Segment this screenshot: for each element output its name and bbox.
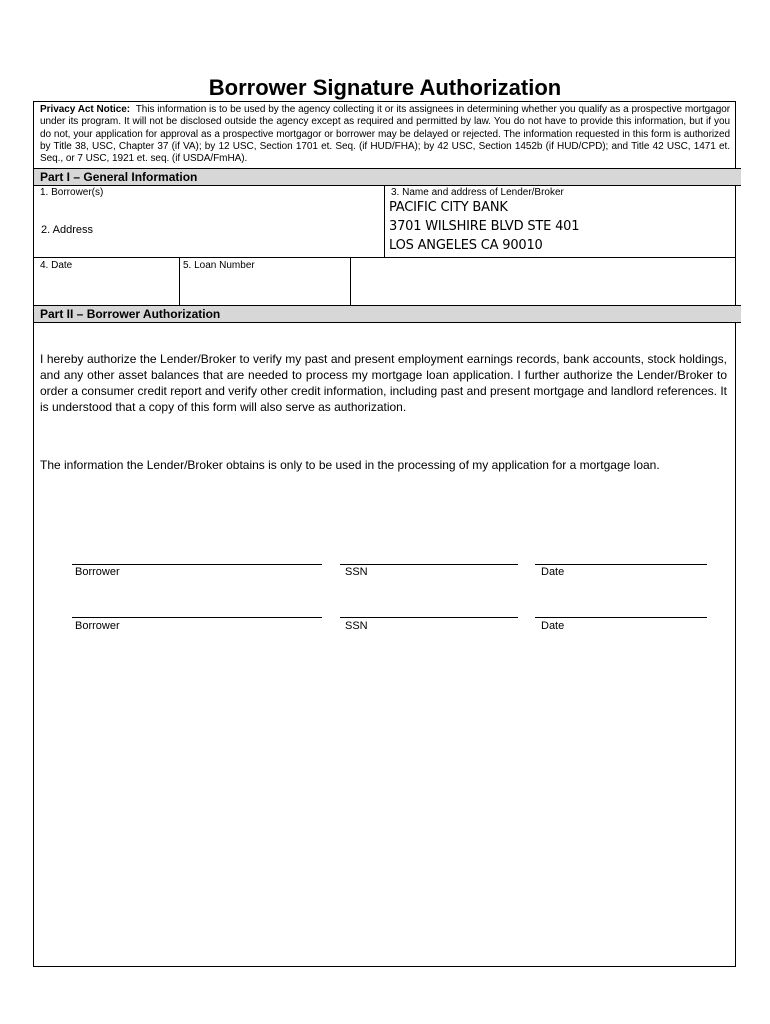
privacy-label: Privacy Act Notice: — [40, 104, 131, 115]
date-line-1[interactable] — [535, 564, 707, 565]
part1-heading: Part I – General Information — [34, 168, 741, 186]
borrowers-field[interactable] — [40, 200, 380, 218]
authorization-paragraph: I hereby authorize the Lender/Broker to verify my past and present employment earnings records, bank accounts, stock holdings, and any other asset balances that are needed to process my mortgage loan application. I further authorize the Lender/Broker to order a consumer credit report and verify other credit information, including past and present mortgage and landlord references. It is understood that a copy of this form will also serve as authorization. — [40, 352, 727, 414]
borrower-signature-line-1[interactable] — [72, 564, 322, 565]
date-line-2[interactable] — [535, 617, 707, 618]
ssn-label-1: SSN — [345, 566, 368, 578]
privacy-text: This information is to be used by the agency collecting it or its assignees in determining whether you qualify as a prospective mortgagor under its program. It will not be disclosed outside the agency except as required and permitted by law. You do not have to provide this information, but if you do not, your application for approval as a prospective mortgagor or borrower may be delayed or rejected. The information requested in this form is authorized by Title 38, USC, Chapter 37 (if VA); by 12 USC, Section 1701 et. Seq. (if HUD/FHA); by 42 USC, Section 1452b (if HUD/CPD); and Title 42 USC, 1471 et. Seq., or 7 USC, 1921 et. seq. (if USDA/FmHA). — [40, 104, 730, 165]
date-label-2: Date — [541, 620, 565, 632]
address-field[interactable] — [110, 222, 380, 252]
loan-extra-divider — [350, 257, 351, 305]
loan-number-label: 5. Loan Number — [183, 260, 255, 271]
borrower-label-1: Borrower — [75, 566, 120, 578]
lender-label: 3. Name and address of Lender/Broker — [391, 187, 564, 198]
form-title: Borrower Signature Authorization — [208, 75, 562, 100]
privacy-notice — [40, 104, 730, 165]
borrowers-label: 1. Borrower(s) — [40, 187, 104, 198]
ssn-line-1[interactable] — [340, 564, 518, 565]
address-label: 2. Address — [41, 224, 93, 236]
borrower-label-2: Borrower — [75, 620, 120, 632]
lender-city: LOS ANGELES CA 90010 — [389, 238, 543, 253]
ssn-label-2: SSN — [345, 620, 368, 632]
lender-name: PACIFIC CITY BANK — [389, 200, 508, 215]
ssn-line-2[interactable] — [340, 617, 518, 618]
part2-heading: Part II – Borrower Authorization — [34, 305, 741, 323]
loan-number-field[interactable] — [183, 274, 345, 300]
date-loan-divider — [179, 257, 180, 305]
part1-divider — [384, 185, 385, 257]
date-label: 4. Date — [40, 260, 73, 271]
part1-row-divider — [34, 257, 735, 258]
usage-paragraph: The information the Lender/Broker obtains is only to be used in the processing of my application for a mortgage loan. — [40, 458, 660, 472]
date-label-1: Date — [541, 566, 565, 578]
date-field[interactable] — [40, 274, 174, 300]
borrower-signature-line-2[interactable] — [72, 617, 322, 618]
lender-street: 3701 WILSHIRE BLVD STE 401 — [389, 219, 580, 234]
